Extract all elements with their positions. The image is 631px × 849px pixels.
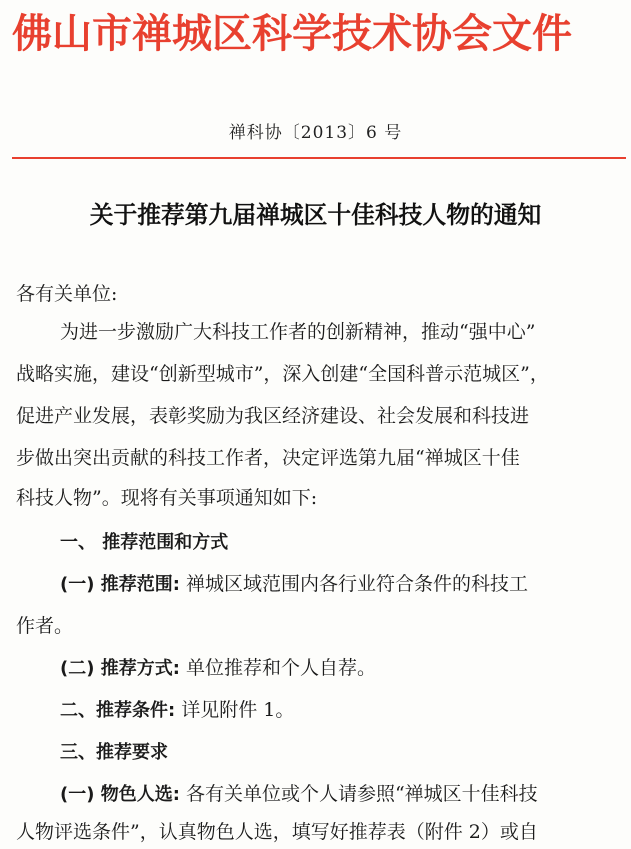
- section-1-heading: [60, 530, 228, 555]
- masthead-title: 佛山市禅城区科学技术协会文件: [12, 11, 572, 57]
- intro-line-3: 促进产业发展，表彰奖励为我区经济建设、社会发展和科技进: [16, 405, 530, 427]
- section-1-item-1: [60, 572, 528, 597]
- section-2-heading: 二、推荐条件:: [60, 700, 176, 721]
- red-divider: [12, 157, 626, 159]
- section-3-item-1: [60, 782, 538, 807]
- intro-line-1: 为进一步激励广大科技工作者的创新精神，推动“强中心”: [60, 321, 536, 343]
- section-3-item-1-continued: 人物评选条件”，认真物色人选，填写好推荐表（附件 2）或自: [16, 821, 538, 843]
- section-1-item-1-text: 禅城区域范围内各行业符合条件的科技工: [179, 573, 528, 595]
- section-3-heading-text: 三、推荐要求: [60, 742, 168, 763]
- section-1-item-2-text: 单位推荐和个人自荐。: [179, 657, 376, 679]
- section-1-item-2-label: (二) 推荐方式:: [60, 658, 180, 679]
- section-2-text: 详见附件 1。: [175, 699, 295, 721]
- section-2: [60, 698, 294, 723]
- section-1-item-1-continued: 作者。: [16, 615, 74, 637]
- intro-line-2: 战略实施，建设“创新型城市”，深入创建“全国科普示范城区”，: [16, 363, 549, 385]
- document-number: 禅科协〔2013〕6 号: [228, 123, 403, 143]
- intro-line-4: 步做出突出贡献的科技工作者，决定评选第九届“禅城区十佳: [16, 447, 520, 469]
- salutation: 各有关单位:: [16, 283, 118, 305]
- section-3-item-1-text: 各有关单位或个人请参照“禅城区十佳科技: [179, 783, 538, 805]
- section-1-item-1-label: (一) 推荐范围:: [60, 574, 180, 595]
- section-1-item-2: [60, 656, 376, 681]
- section-1-heading-text: 一、 推荐范围和方式: [60, 532, 229, 553]
- intro-line-5: 科技人物”。现将有关事项通知如下:: [16, 487, 318, 509]
- notice-title: 关于推荐第九届禅城区十佳科技人物的通知: [89, 201, 542, 229]
- section-3-heading: [60, 740, 168, 765]
- section-3-item-1-label: (一) 物色人选:: [60, 784, 180, 805]
